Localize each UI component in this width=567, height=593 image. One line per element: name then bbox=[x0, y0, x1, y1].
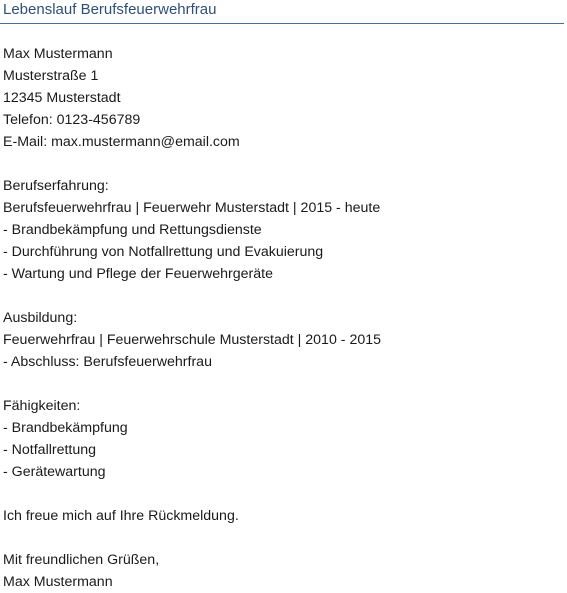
title-divider bbox=[0, 23, 564, 24]
experience-item: - Brandbekämpfung und Rettungsdienste bbox=[3, 222, 262, 238]
spacer bbox=[3, 285, 567, 307]
signature-name: Max Mustermann bbox=[3, 574, 113, 590]
spacer bbox=[3, 527, 567, 549]
contact-phone: Telefon: 0123-456789 bbox=[3, 112, 141, 128]
greeting: Mit freundlichen Grüßen, bbox=[3, 552, 160, 568]
spacer bbox=[3, 483, 567, 505]
experience-heading: Berufserfahrung: bbox=[3, 178, 109, 194]
document-title: Lebenslauf Berufsfeuerwehrfrau bbox=[3, 1, 217, 18]
skills-heading: Fähigkeiten: bbox=[3, 398, 81, 414]
spacer bbox=[3, 153, 567, 175]
education-item: - Abschluss: Berufsfeuerwehrfrau bbox=[3, 354, 212, 370]
experience-position: Berufsfeuerwehrfrau | Feuerwehr Musterstadt | 2015 - heute bbox=[3, 200, 381, 216]
closing-sentence: Ich freue mich auf Ihre Rückmeldung. bbox=[3, 508, 239, 524]
education-entry: Feuerwehrfrau | Feuerwehrschule Musterstadt | 2010 - 2015 bbox=[3, 332, 382, 348]
spacer bbox=[3, 373, 567, 395]
contact-email: E-Mail: max.mustermann@email.com bbox=[3, 134, 240, 150]
contact-name: Max Mustermann bbox=[3, 46, 113, 62]
skills-item: - Notfallrettung bbox=[3, 442, 97, 458]
education-heading: Ausbildung: bbox=[3, 310, 78, 326]
document-body bbox=[3, 43, 567, 593]
contact-street: Musterstraße 1 bbox=[3, 68, 99, 84]
experience-item: - Durchführung von Notfallrettung und Evakuierung bbox=[3, 244, 324, 260]
skills-item: - Brandbekämpfung bbox=[3, 420, 128, 436]
experience-item: - Wartung und Pflege der Feuerwehrgeräte bbox=[3, 266, 273, 282]
contact-city: 12345 Musterstadt bbox=[3, 90, 121, 106]
skills-item: - Gerätewartung bbox=[3, 464, 106, 480]
